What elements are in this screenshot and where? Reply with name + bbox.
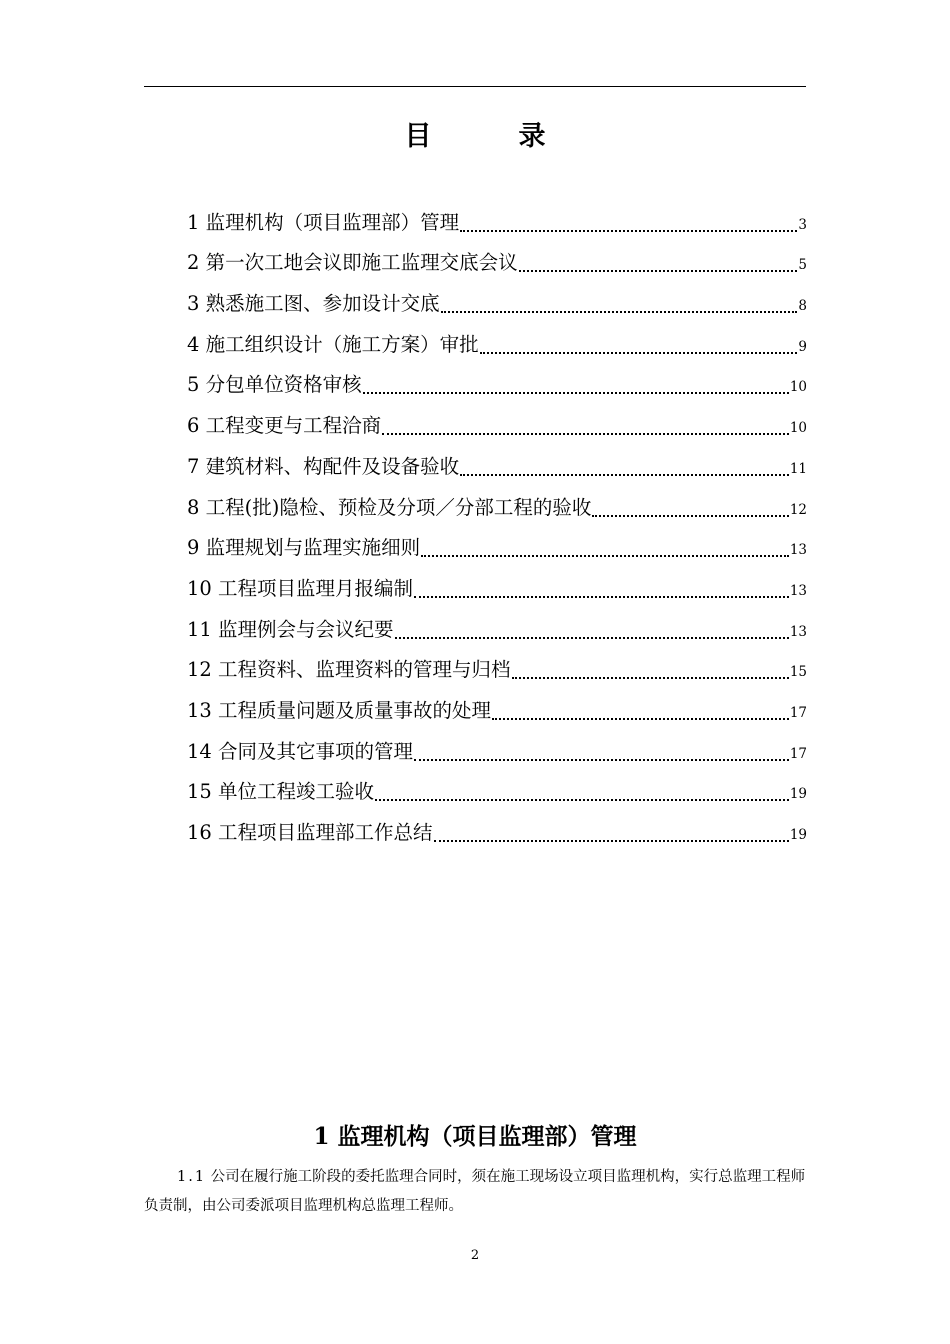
- toc-dot-leader: [480, 351, 798, 354]
- toc-entry[interactable]: [187, 403, 807, 444]
- toc-entry[interactable]: [187, 607, 807, 648]
- toc-entry-label: 12 工程资料、监理资料的管理与归档: [187, 658, 511, 682]
- toc-entry-label: 15 单位工程竣工验收: [187, 780, 375, 804]
- toc-entry-page: 17: [789, 745, 807, 762]
- section-heading: 1 监理机构（项目监理部）管理: [313, 1123, 637, 1150]
- toc-entry-label: 2 第一次工地会议即施工监理交底会议: [187, 251, 518, 275]
- toc-entry-page: 17: [789, 704, 807, 721]
- toc-entry-page: 9: [798, 338, 807, 355]
- toc-entry-page: 10: [789, 379, 807, 396]
- toc-dot-leader: [460, 229, 797, 232]
- toc-entry-label: 16 工程项目监理部工作总结: [187, 821, 433, 844]
- toc-dot-leader: [363, 391, 789, 394]
- toc-entry-page: 8: [798, 298, 807, 315]
- toc-entry[interactable]: [187, 200, 807, 241]
- toc-entry-label: 13 工程质量问题及质量事故的处理: [187, 698, 492, 722]
- toc-entry-label: 8 工程(批)隐检、预检及分项／分部工程的验收: [187, 495, 592, 519]
- toc-dot-leader: [434, 839, 789, 842]
- toc-entry-page: 19: [789, 827, 807, 843]
- toc-entry[interactable]: [187, 688, 807, 729]
- toc-entry-page: 11: [789, 460, 807, 477]
- paragraph-number: 1.1: [177, 1169, 207, 1185]
- toc-dot-leader: [492, 717, 789, 720]
- page-number: 2: [470, 1248, 480, 1263]
- toc-entry[interactable]: [187, 485, 807, 526]
- toc-entry-page: 13: [789, 542, 807, 559]
- toc-entry-label: 4 施工组织设计（施工方案）审批: [187, 332, 479, 356]
- toc-entry-page: 3: [798, 216, 807, 233]
- toc-entry-label: 14 合同及其它事项的管理: [187, 739, 414, 763]
- toc-entry[interactable]: [187, 281, 807, 322]
- toc-entry-label: 3 熟悉施工图、参加设计交底: [187, 292, 440, 316]
- toc-dot-leader: [414, 758, 789, 761]
- toc-entry[interactable]: [187, 770, 807, 811]
- toc-entry-page: 12: [789, 501, 807, 518]
- toc-dot-leader: [375, 798, 789, 801]
- toc-entry-page: 13: [789, 582, 807, 599]
- toc-entry-label: 11 监理例会与会议纪要: [187, 617, 394, 641]
- toc-entry[interactable]: [187, 810, 807, 851]
- toc-entry[interactable]: [187, 729, 807, 770]
- toc-entry[interactable]: [187, 444, 807, 485]
- toc-entry-label: 5 分包单位资格审核: [187, 373, 362, 397]
- toc-entry[interactable]: [187, 241, 807, 282]
- toc-dot-leader: [441, 310, 798, 313]
- toc-dot-leader: [414, 595, 789, 598]
- toc-entry-label: 10 工程项目监理月报编制: [187, 576, 414, 600]
- toc-entry-page: 5: [798, 257, 807, 274]
- toc-entry-label: 6 工程变更与工程洽商: [187, 414, 382, 438]
- toc-entry-page: 15: [789, 664, 807, 681]
- toc-entry-label: 9 监理规划与监理实施细则: [187, 536, 421, 560]
- toc-entry-page: 13: [789, 623, 807, 640]
- toc-dot-leader: [519, 269, 798, 272]
- toc-entry[interactable]: [187, 526, 807, 567]
- toc-dot-leader: [592, 514, 788, 517]
- toc-dot-leader: [460, 473, 789, 476]
- toc-entry-label: 7 建筑材料、构配件及设备验收: [187, 454, 460, 478]
- toc-title: 目 录: [404, 121, 576, 152]
- header-rule: [144, 86, 806, 87]
- toc-entry[interactable]: [187, 322, 807, 363]
- toc-list: [187, 200, 807, 851]
- toc-entry[interactable]: [187, 363, 807, 404]
- paragraph-text: 公司在履行施工阶段的委托监理合同时，须在施工现场设立项目监理机构，实行总监理工程师负责制，由公司委派项目监理机构总监理工程师。: [144, 1169, 806, 1214]
- toc-dot-leader: [512, 676, 789, 679]
- toc-entry-page: 19: [789, 786, 807, 803]
- toc-entry[interactable]: [187, 566, 807, 607]
- toc-entry[interactable]: [187, 648, 807, 689]
- toc-entry-page: 10: [789, 420, 807, 437]
- toc-dot-leader: [421, 554, 789, 557]
- toc-dot-leader: [382, 432, 789, 435]
- toc-entry-label: 1 监理机构（项目监理部）管理: [187, 210, 460, 234]
- body-paragraph: [144, 1163, 806, 1221]
- toc-dot-leader: [395, 636, 789, 639]
